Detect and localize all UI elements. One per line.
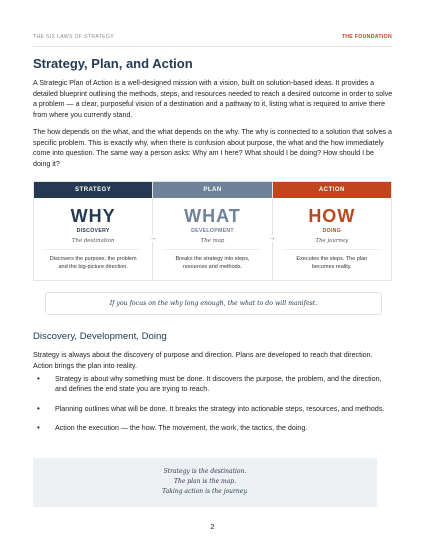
column-metaphor: The destination bbox=[44, 238, 142, 250]
header-book-title: THE SIX LAWS OF STRATEGY bbox=[33, 34, 114, 40]
callout-box: If you focus on the why long enough, the what to do will manifest. bbox=[45, 292, 382, 315]
arrow-right-icon: → bbox=[149, 235, 157, 242]
bullet-item bbox=[33, 423, 395, 433]
column-subtitle: DEVELOPMENT bbox=[191, 228, 234, 234]
column-description: Executes the steps. The plan becomes reality. bbox=[296, 256, 368, 270]
column-strategy bbox=[33, 181, 157, 281]
column-header: STRATEGY bbox=[34, 182, 152, 198]
column-description: Breaks the strategy into steps, resources and methods. bbox=[175, 256, 250, 270]
section-subtitle: Discovery, Development, Doing bbox=[33, 331, 167, 342]
column-metaphor: The journey bbox=[283, 238, 381, 250]
arrow-right-icon: → bbox=[268, 235, 276, 242]
bullet-text: Strategy is about why something must be done. It discovers the purpose, the problem, and the direction, and defines the end state you are trying to reach. bbox=[55, 375, 382, 394]
bullet-item bbox=[33, 404, 395, 414]
running-header bbox=[33, 31, 392, 47]
quote-line: The plan is the map. bbox=[173, 478, 237, 485]
bullet-text: Planning outlines what will be done. It breaks the strategy into actionable steps, resources, and methods. bbox=[55, 404, 385, 413]
column-keyword: WHY bbox=[70, 206, 116, 226]
column-header: PLAN bbox=[153, 182, 271, 198]
column-metaphor: The map bbox=[163, 238, 261, 250]
column-keyword: HOW bbox=[308, 206, 356, 226]
bullet-text: Action the execution — the how. The movement, the work, the tactics, the doing. bbox=[55, 424, 308, 433]
column-description: Discovers the purpose, the problem and the big-picture direction. bbox=[49, 256, 137, 270]
column-keyword: WHAT bbox=[184, 206, 241, 226]
section-paragraph: Strategy is always about the discovery of purpose and direction. Plans are developed to reach that direction. Action brings the plan into reality. bbox=[33, 351, 373, 370]
page-number: 2 bbox=[210, 522, 215, 531]
intro-paragraph-1: A Strategic Plan of Action is a well-designed mission with a vision, built on solution-based ideas. It provides a detailed blueprint outlining the methods, steps, and resources needed to reach a desired outcome in order to solve a problem — a clear, purposeful vision of a destination and a pathway to it, listing what is required to arrive there from where you currently stand. bbox=[33, 79, 393, 119]
column-plan bbox=[152, 181, 276, 281]
column-header: ACTION bbox=[273, 182, 391, 198]
bullet-list bbox=[33, 374, 395, 443]
column-subtitle: DISCOVERY bbox=[76, 228, 110, 234]
bullet-icon: • bbox=[37, 403, 40, 413]
bullet-icon: • bbox=[37, 374, 40, 383]
quote-box bbox=[33, 458, 377, 507]
bullet-icon: • bbox=[37, 423, 40, 433]
intro-paragraph-2: The how depends on the what, and the what depends on the why. The why is connected to a solution that solves a specific problem. This is exactly why, when there is confusion about purpose, the what and the how immediately come into question. The same way a person asks: Why am I here? What should I be doing? How should I be doing it? bbox=[33, 128, 392, 168]
bullet-item bbox=[33, 374, 395, 395]
header-section-title: THE FOUNDATION bbox=[341, 34, 392, 40]
page-title: Strategy, Plan, and Action bbox=[33, 56, 193, 71]
quote-line: Strategy is the destination. bbox=[163, 468, 247, 475]
strategy-plan-action-table bbox=[33, 181, 392, 281]
column-subtitle: DOING bbox=[322, 228, 342, 234]
quote-line: Taking action is the journey. bbox=[162, 488, 248, 495]
column-action bbox=[272, 181, 392, 281]
